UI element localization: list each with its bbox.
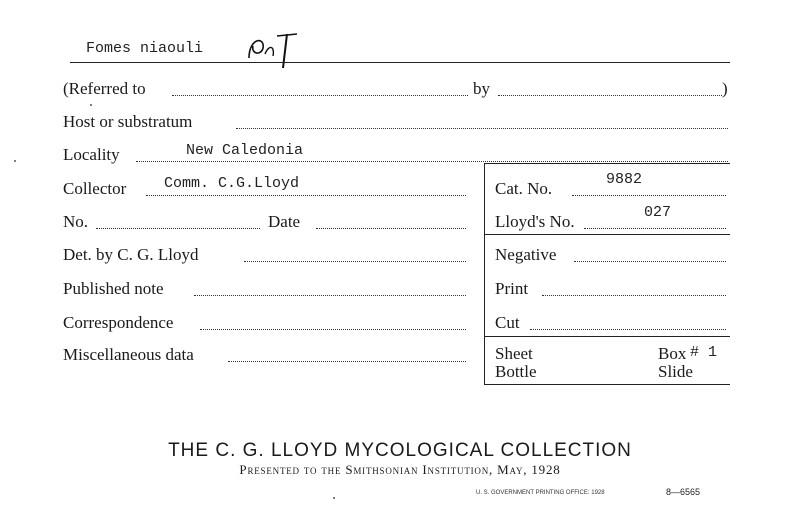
- slide-label: Slide: [658, 362, 693, 381]
- collection-subtitle: Presented to the Smithsonian Institution, May, 1928: [239, 462, 561, 477]
- box-value: # 1: [690, 344, 718, 361]
- cut-line[interactable]: [530, 329, 726, 330]
- date-line[interactable]: [316, 228, 466, 229]
- form-code: 8—6565: [666, 487, 701, 497]
- by-label: by: [473, 79, 490, 98]
- collector-line[interactable]: [146, 195, 466, 196]
- misc-data-line[interactable]: [228, 361, 466, 362]
- collection-title: THE C. G. LLOYD MYCOLOGICAL COLLECTION: [168, 440, 632, 461]
- cat-no-value: 9882: [606, 171, 643, 188]
- print-line[interactable]: [542, 295, 726, 296]
- collector-label: Collector: [63, 179, 127, 198]
- lloyds-no-line[interactable]: [584, 228, 726, 229]
- det-by-label: Det. by C. G. Lloyd: [63, 245, 199, 264]
- no-label: No.: [63, 212, 89, 231]
- by-line[interactable]: [498, 95, 722, 96]
- collector-value: Comm. C.G.Lloyd: [164, 175, 300, 192]
- box-left-border: [484, 163, 485, 385]
- cat-no-line[interactable]: [572, 195, 726, 196]
- box-divider-2: [484, 336, 730, 337]
- paper-speck: [14, 160, 16, 162]
- species-name: Fomes niaouli: [86, 40, 204, 57]
- date-label: Date: [268, 212, 301, 231]
- box-top-border: [484, 163, 730, 164]
- box-bottom-border: [484, 384, 730, 385]
- correspondence-label: Correspondence: [63, 313, 174, 332]
- published-note-line[interactable]: [194, 295, 466, 296]
- print-label: Print: [495, 279, 529, 298]
- box-label: Box: [658, 344, 687, 363]
- bottle-label: Bottle: [495, 362, 537, 381]
- referred-to-line[interactable]: [172, 95, 468, 96]
- cat-no-label: Cat. No.: [495, 179, 553, 198]
- cut-label: Cut: [495, 313, 520, 332]
- misc-data-label: Miscellaneous data: [63, 345, 194, 364]
- signature-mark: [243, 28, 303, 72]
- locality-value: New Caledonia: [186, 142, 304, 159]
- host-label: Host or substratum: [63, 112, 193, 131]
- lloyds-no-label: Lloyd's No.: [495, 212, 575, 231]
- no-line[interactable]: [96, 228, 260, 229]
- referred-close: ): [722, 79, 728, 98]
- paper-speck: [90, 104, 92, 106]
- negative-line[interactable]: [574, 261, 726, 262]
- det-by-line[interactable]: [244, 261, 466, 262]
- printing-office-note: U. S. GOVERNMENT PRINTING OFFICE: 1928: [476, 490, 605, 496]
- host-line[interactable]: [236, 128, 728, 129]
- sheet-label: Sheet: [495, 344, 533, 363]
- header-line: [70, 62, 730, 63]
- box-divider-1: [484, 234, 730, 235]
- correspondence-line[interactable]: [200, 329, 466, 330]
- published-note-label: Published note: [63, 279, 164, 298]
- negative-label: Negative: [495, 245, 557, 264]
- lloyds-no-value: 027: [644, 204, 672, 221]
- locality-label: Locality: [63, 145, 120, 164]
- paper-speck: [333, 497, 335, 499]
- locality-line[interactable]: [136, 161, 728, 162]
- referred-to-label: (Referred to: [63, 79, 146, 98]
